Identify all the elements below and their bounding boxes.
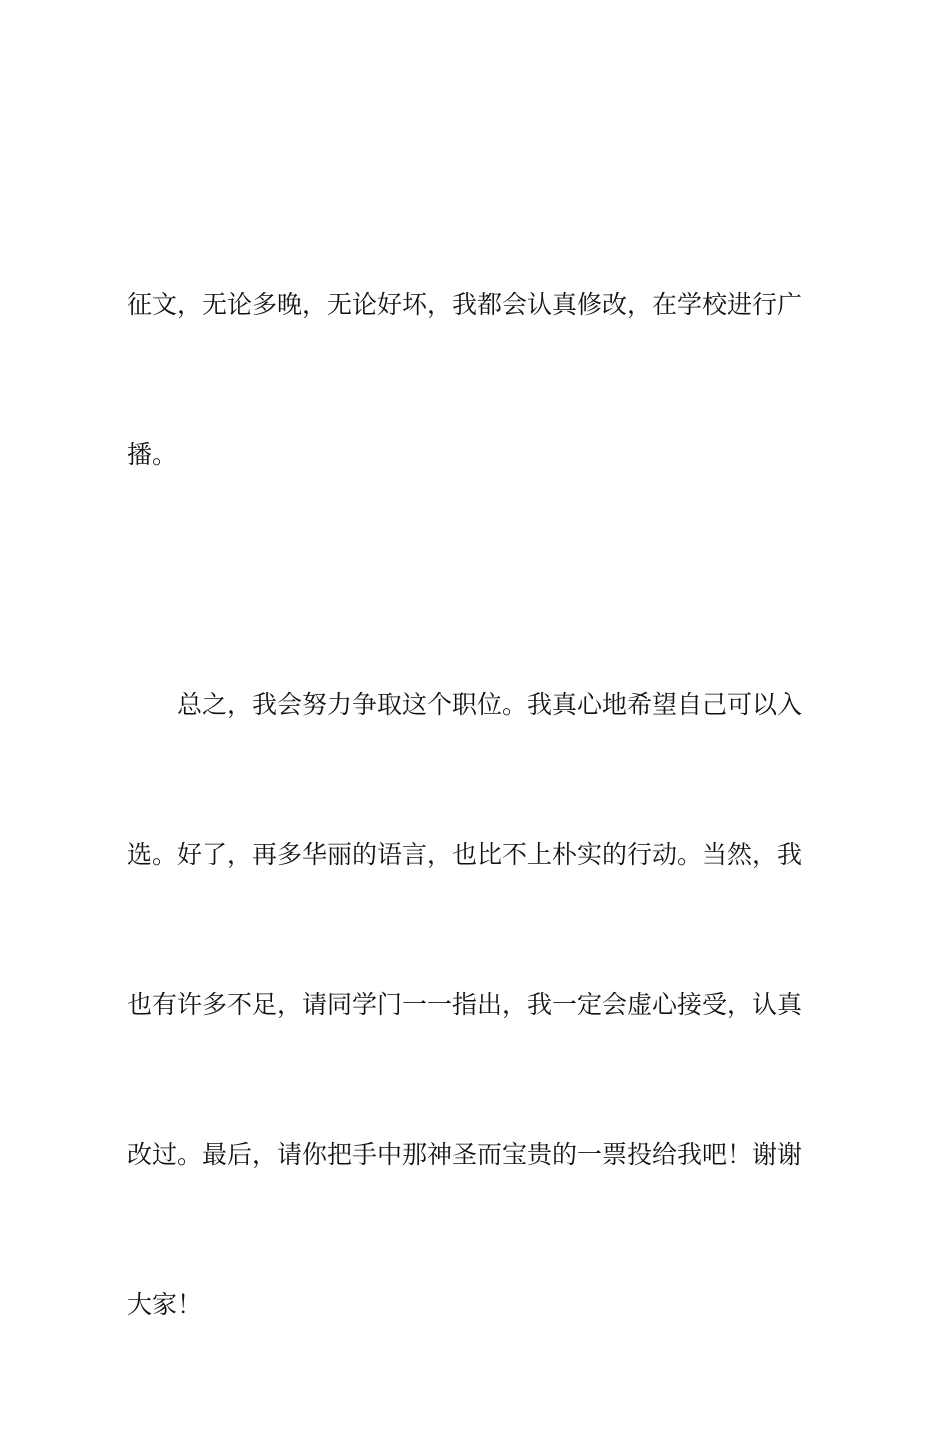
text-line: 播。: [127, 440, 178, 469]
text-line: 征文，无论多晚，无论好坏，我都会认真修改，在学校进行广: [127, 290, 803, 319]
text-line: 选。好了，再多华丽的语言，也比不上朴实的行动。当然，我: [127, 840, 803, 869]
paragraph-conclusion: [127, 580, 831, 1430]
text-line: 大家！: [127, 1290, 203, 1319]
text-line: 也有许多不足，请同学门一一指出，我一定会虚心接受，认真: [127, 990, 803, 1019]
text-line: 改过。最后，请你把手中那神圣而宝贵的一票投给我吧！谢谢: [127, 1140, 803, 1169]
document-body: [127, 180, 831, 1430]
text-line: 总之，我会努力争取这个职位。我真心地希望自己可以入: [177, 690, 803, 719]
paragraph-essay-broadcast: [127, 180, 831, 580]
